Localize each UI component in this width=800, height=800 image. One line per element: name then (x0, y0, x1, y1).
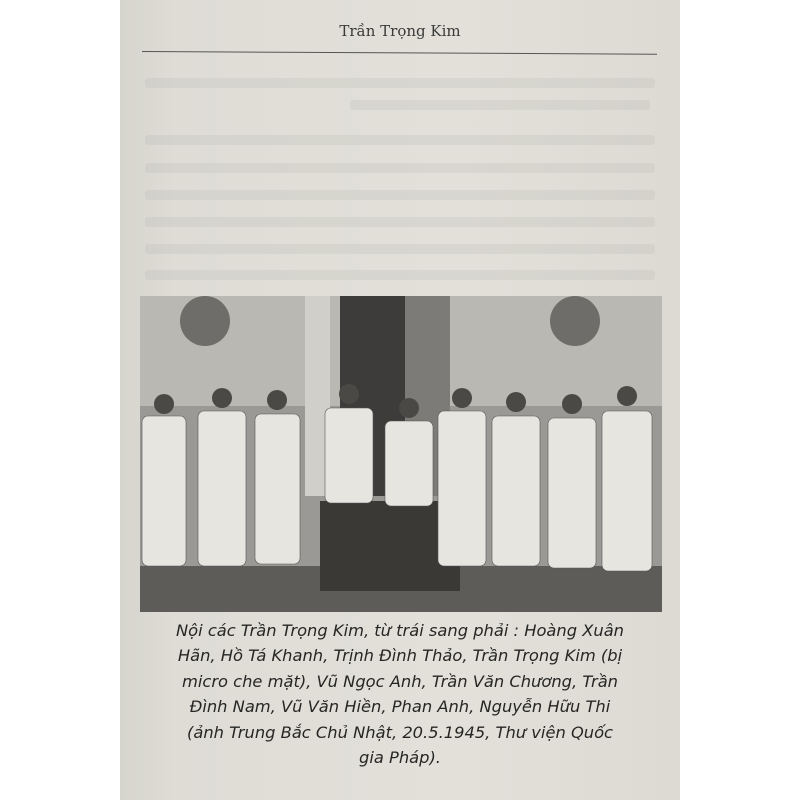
caption-line: Đình Nam, Vũ Văn Hiền, Phan Anh, Nguyễn Hữu Thi (189, 697, 611, 717)
caption-line: gia Pháp). (359, 748, 441, 768)
book-page (120, 0, 680, 800)
caption-line: Nội các Trần Trọng Kim, từ trái sang phải : Hoàng Xuân (175, 621, 624, 640)
bleed-through-text (145, 217, 655, 227)
caption-line: micro che mặt), Vũ Ngọc Anh, Trần Văn Chương, Trần (181, 671, 618, 691)
photo-caption (120, 618, 680, 770)
group-photo (140, 296, 662, 612)
bleed-through-text (145, 190, 655, 200)
header-rule (142, 51, 657, 55)
caption-line: (ảnh Trung Bắc Chủ Nhật, 20.5.1945, Thư viện Quốc (186, 722, 613, 742)
bleed-through-text (145, 78, 655, 88)
bleed-through-text (145, 163, 655, 173)
bleed-through-text (350, 100, 650, 110)
running-head: Trần Trọng Kim (339, 22, 461, 40)
bleed-through-text (145, 270, 655, 280)
caption-line: Hãn, Hồ Tá Khanh, Trịnh Đình Thảo, Trần Trọng Kim (bị (177, 646, 623, 666)
bleed-through-text (145, 135, 655, 145)
bleed-through-text (145, 244, 655, 254)
